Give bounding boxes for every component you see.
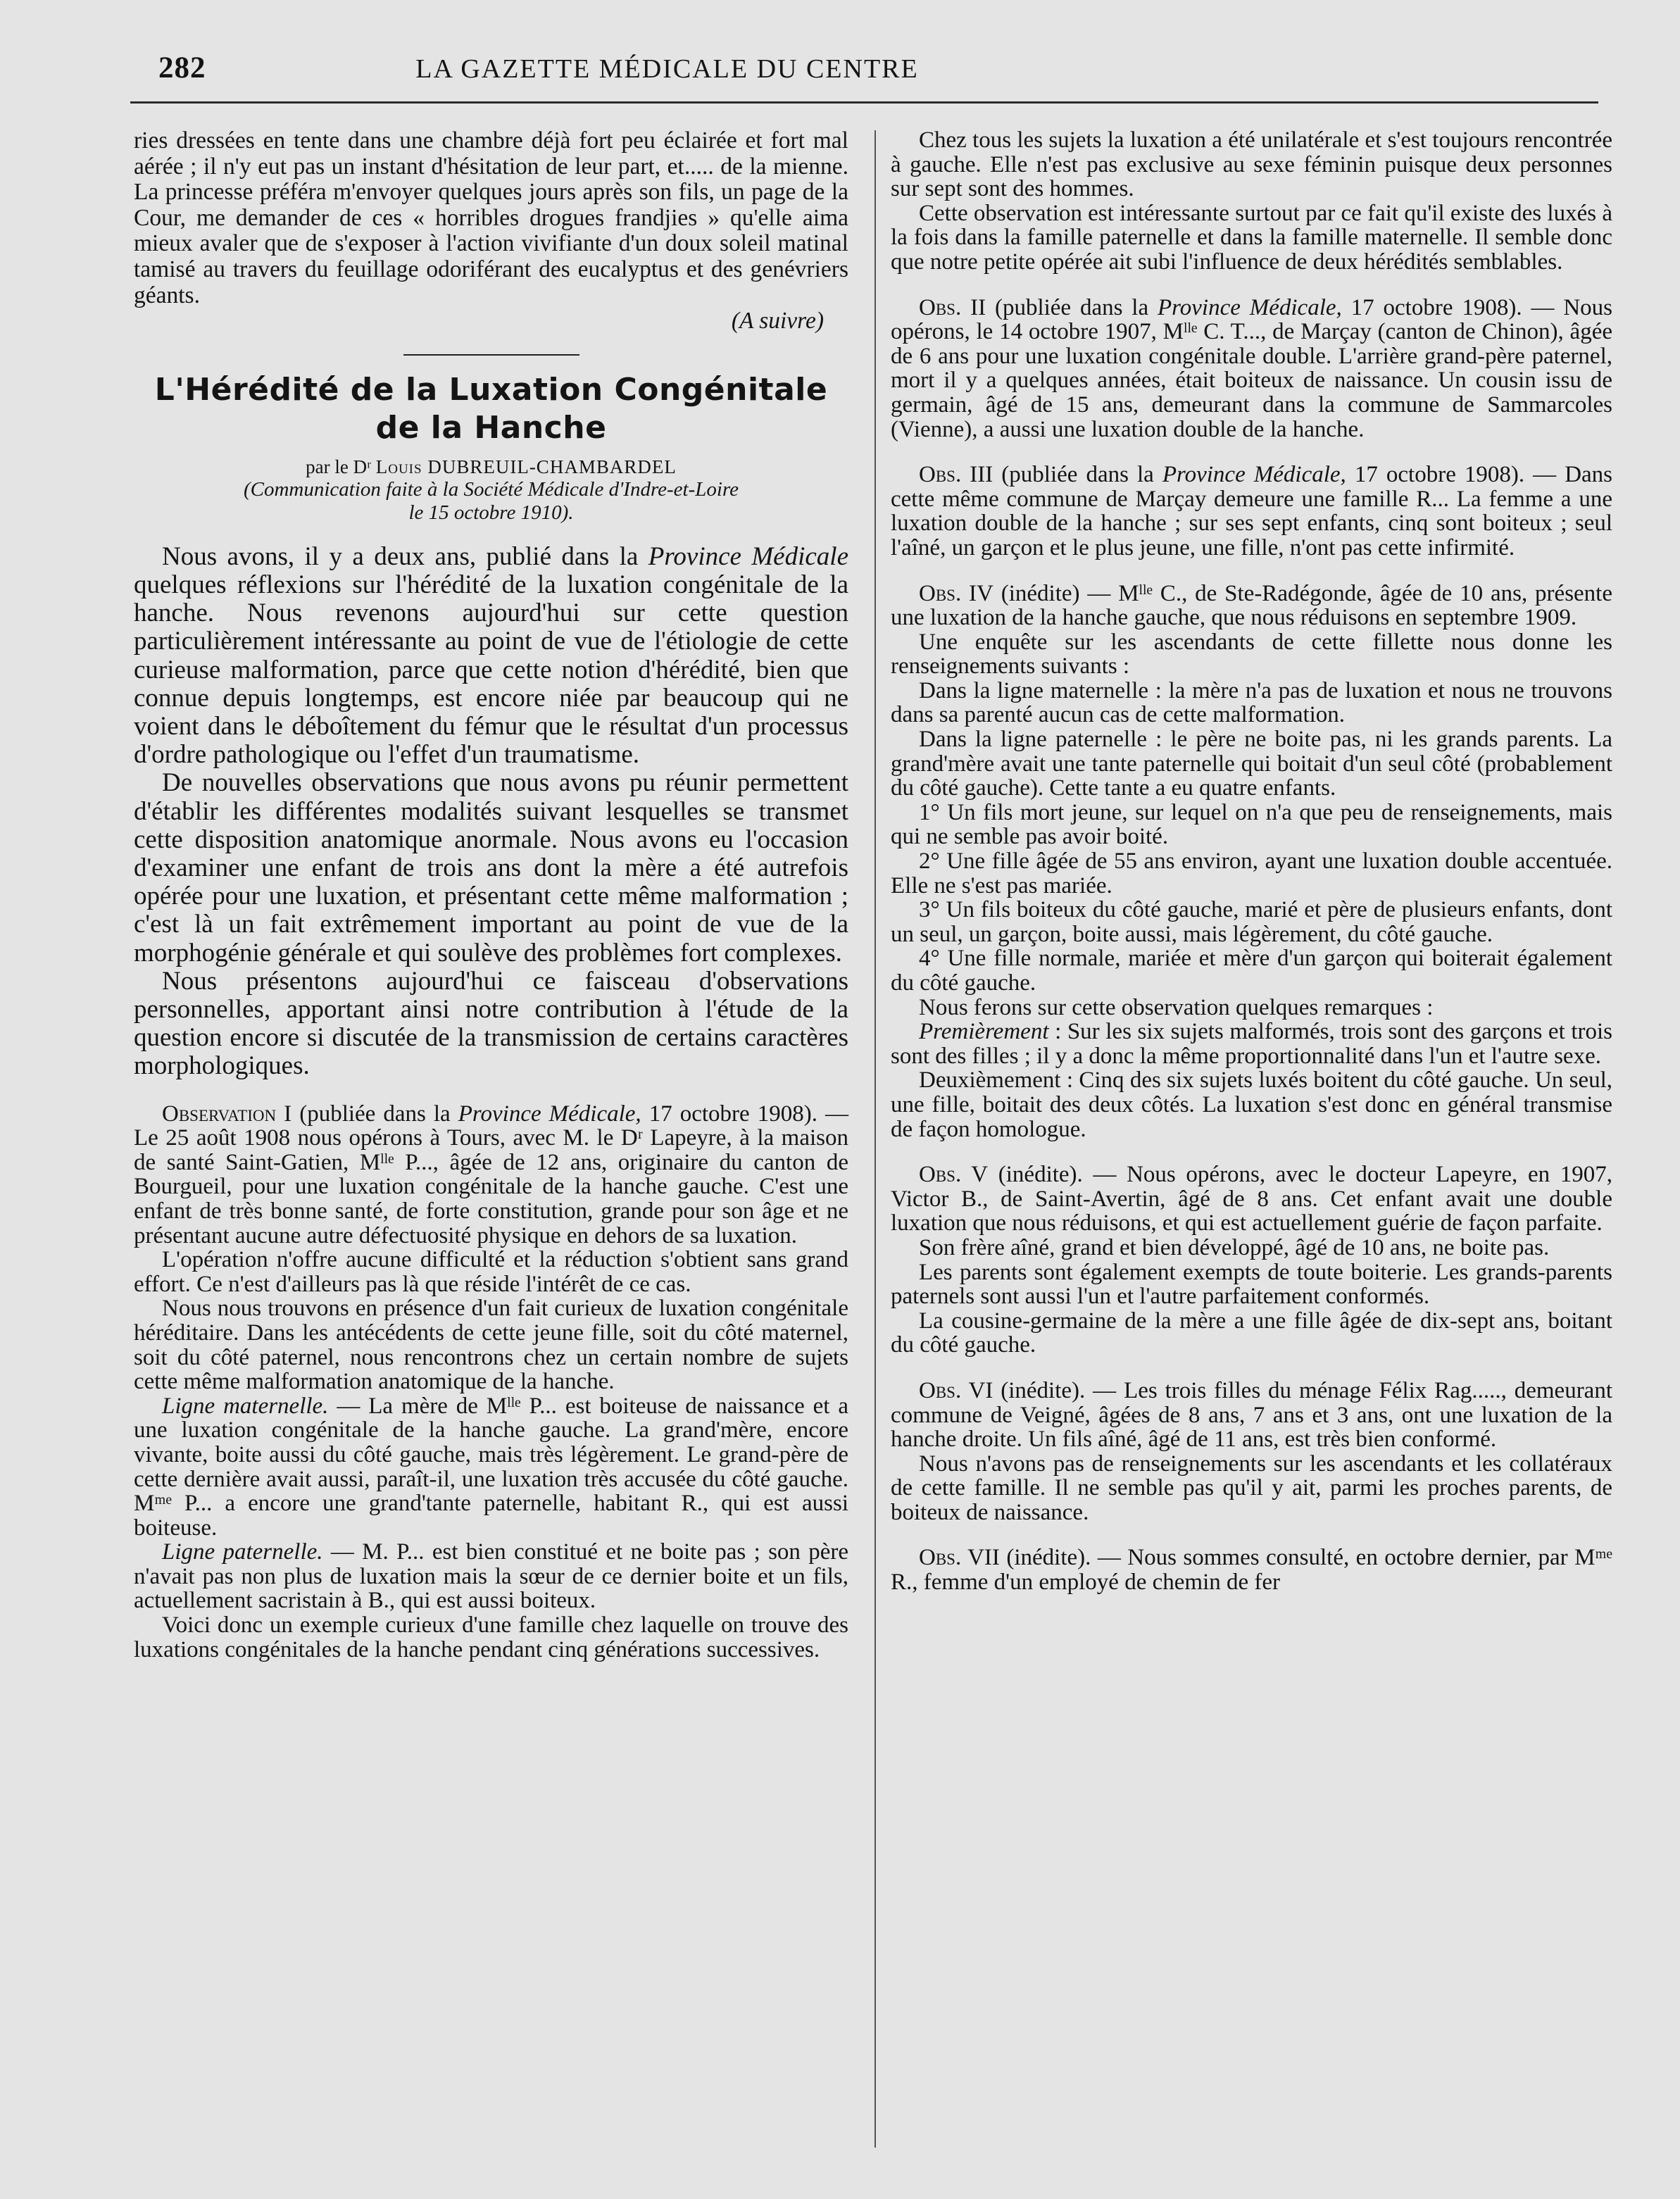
obs6-paragraph xyxy=(891,1379,1612,1452)
obs-label: Obs. III xyxy=(919,462,993,488)
introduction xyxy=(134,543,848,1081)
obs-text: (inédite). — Nous sommes consulté, en octobre dernier, par Mᵐᵉ R., femme d'un employé de chemin de fer xyxy=(891,1545,1612,1596)
obs4-paragraph: Une enquête sur les ascendants de cette fillette nous donne les renseignements suivants : xyxy=(891,629,1612,679)
observation-3 xyxy=(891,463,1612,560)
obs4-paragraph: Dans la ligne paternelle : le père ne boite pas, ni les grands parents. La grand'mère avait une tante paternelle qui boitait d'un seul côté (probablement du côté gauche). Cette tante a eu quatre enfants. xyxy=(891,727,1612,801)
obs6-paragraph: Nous n'avons pas de renseignements sur les ascendants et les collatéraux de cette famille. Il ne semble pas qu'il y ait, parmi les proches parents, de boiteux de naissance. xyxy=(891,1451,1612,1525)
obs-text: 17 octobre 1908). — Le 25 août 1908 nous opérons à Tours, avec M. le Dʳ Lapeyre, à la maison de santé Saint-Gatien, Mˡˡᵉ P..., âgée de 12 ans, originaire du canton de Bourgueil, pour une luxation congénitale de la hanche gauche. C'est une enfant de très bonne santé, de forte constitution, grande pour son âge et ne présentant aucune autre défectuosité physique en dehors de sa luxation. xyxy=(134,1101,848,1248)
obs-text: 17 octobre 1908). — Nous opérons, le 14 octobre 1907, Mˡˡᵉ C. T..., de Marçay (canton de Chinon), âgée de 6 ans pour une luxation congénitale double. L'arrière grand-père paternel, mort il y a quelques années, était boiteux de naissance. Un cousin issu de germain, âgé de 15 ans, demeurant dans la commune de Sammarcoles (Vienne), a aussi une luxation double de la hanche. xyxy=(891,294,1613,442)
article-title-line-1: L'Hérédité de la Luxation Congénitale xyxy=(154,371,828,408)
article-title xyxy=(134,371,848,447)
obs5-paragraph xyxy=(891,1163,1612,1236)
byline-prefix: par le Dʳ xyxy=(306,456,371,477)
obs4-item: 1° Un fils mort jeune, sur lequel on n'a que peu de renseignements, mais qui ne semble pas avoir boité. xyxy=(891,799,1612,850)
article-title-line-2: de la Hanche xyxy=(375,409,607,446)
obs-text: — M. P... est bien constitué et ne boite pas ; son père n'avait pas non plus de luxation mais la sœur de ce dernier boite et un fils, actuellement sacristain à B., qui est aussi boiteux. xyxy=(134,1539,849,1614)
obs5-paragraph: Les parents sont également exempts de toute boiterie. Les grands-parents paternels sont aussi l'un et l'autre parfaitement conformés. xyxy=(891,1259,1612,1310)
header-rule xyxy=(130,101,1598,104)
obs-text: (publiée dans la xyxy=(299,1101,451,1127)
obs4-paragraph xyxy=(891,582,1612,630)
obs1-conclusion: Voici donc un exemple curieux d'une famille chez laquelle on trouve des luxations congénitales de la hanche pendant cinq générations successives. xyxy=(134,1612,848,1662)
remark-label: Premièrement xyxy=(919,1019,1049,1045)
communication-note xyxy=(134,478,848,525)
continued-text: ries dressées en tente dans une chambre déjà fort peu éclairée et fort mal aérée ; il n'y eut pas un instant d'hésitation de leur part, et..... de la mienne. La princesse préféra m'envoyer quelques jours après son fils, un page de la Cour, me demander de ces « horribles drogues frandjies » qu'elle aima mieux avaler que de s'exposer à l'action vivifiante d'un doux soleil matinal tamisé au travers du feuillage odoriférant des eucalyptus et des genévriers géants. xyxy=(134,127,848,308)
paragraph: Chez tous les sujets la luxation a été unilatérale et s'est toujours rencontrée à gauche. Elle n'est pas exclusive au sexe féminin puisque deux personnes sur sept sont des hommes. xyxy=(891,127,1612,202)
observation-7 xyxy=(891,1546,1612,1594)
journal-reference: Province Médicale, xyxy=(458,1101,641,1127)
obs-label: Obs. V xyxy=(919,1162,989,1188)
journal-reference: Province Médicale, xyxy=(1162,462,1346,488)
observation-1 xyxy=(134,1102,848,1662)
communication-line-2: le 15 octobre 1910). xyxy=(408,501,574,524)
intro-text: quelques réflexions sur l'hérédité de la luxation congénitale de la hanche. Nous revenons aujourd'hui sur cette question particulièrement intéressante au point de vue de l'étiologie de cette curieuse malformation, parce que cette notion d'hérédité, bien que connue depuis longtemps, est encore niée par beaucoup qui ne voient dans le déboîtement du fémur que le résultat d'un processus d'ordre pathologique ou l'effet d'un traumatisme. xyxy=(134,570,848,770)
obs1-paragraph-2: L'opération n'offre aucune difficulté et la réduction s'obtient sans grand effort. Ce n'est d'ailleurs pas là que réside l'intérêt de ce cas. xyxy=(134,1247,848,1297)
column-divider xyxy=(875,130,876,2148)
obs-label: Obs. VII xyxy=(919,1545,1000,1571)
obs-text: (publiée dans la xyxy=(994,294,1149,320)
obs4-paragraph: Nous ferons sur cette observation quelques remarques : xyxy=(919,994,1434,1020)
obs-label: Obs. IV xyxy=(919,580,993,606)
obs-label: Obs. II xyxy=(919,294,986,320)
intro-paragraph-2: De nouvelles observations que nous avons pu réunir permettent d'établir les différentes modalités suivant lesquelles se transmet cette disposition anatomique anormale. Nous avons eu l'occasion d'examiner une enfant de trois ans dont la mère a été autrefois opérée pour une luxation, et présentant cette même malformation ; c'est là un fait extrêmement important au point de vue de la morphogénie générale et qui soulève des problèmes fort complexes. xyxy=(134,768,848,967)
intro-paragraph-1 xyxy=(134,543,848,770)
journal-reference: Province Médicale, xyxy=(1158,294,1342,320)
obs-label: Obs. VI xyxy=(919,1377,993,1403)
ligne-maternelle xyxy=(134,1394,848,1541)
page-header xyxy=(158,49,1176,92)
obs5-paragraph: Son frère aîné, grand et bien développé, âgé de 10 ans, ne boite pas. xyxy=(919,1234,1550,1260)
byline xyxy=(134,456,848,478)
page-number: 282 xyxy=(158,51,206,84)
intro-text: Nous avons, il y a deux ans, publié dans la xyxy=(162,541,639,571)
obs1-paragraph xyxy=(134,1102,848,1248)
journal-title: LA GAZETTE MÉDICALE DU CENTRE xyxy=(415,54,919,84)
ligne-label: Ligne maternelle. xyxy=(162,1393,329,1419)
paragraph: Cette observation est intéressante surtout par ce fait qu'il existe des luxés à la fois dans la famille paternelle et dans la famille maternelle. Il semble donc que notre petite opérée ait subi l'influence de deux hérédités semblables. xyxy=(891,200,1612,275)
communication-line-1: (Communication faite à la Société Médicale d'Indre-et-Loire xyxy=(243,477,739,501)
obs-text: : Sur les six sujets malformés, trois sont des garçons et trois sont des filles ; il y a donc la même proportionnalité dans l'un et l'autre sexe. xyxy=(891,1019,1613,1069)
obs-label: Observation I xyxy=(162,1101,292,1127)
obs-text: (inédite) — Mˡˡᵉ C., de Ste-Radégonde, âgée de 10 ans, présente une luxation de la hanche gauche, que nous réduisons en septembre 1909. xyxy=(891,580,1612,631)
obs-text: : Cinq des six sujets luxés boitent du côté gauche. Un seul, une fille, boitait des deux côtés. La luxation s'est donc en général transmise de façon homologue. xyxy=(891,1067,1613,1142)
intro-paragraph-3: Nous présentons aujourd'hui ce faisceau d'observations personnelles, apportant ainsi notre contribution à l'étude de la question encore si discutée de la transmission de certains caractères morphologiques. xyxy=(134,966,848,1081)
journal-reference: Province Médicale xyxy=(648,541,849,571)
obs-text: (inédite). — Nous opérons, avec le docteur Lapeyre, en 1907, Victor B., de Saint-Avertin, âgé de 8 ans. Cet enfant avait une double luxation que nous réduisons, et qui est actuellement guérie de façon parfaite. xyxy=(891,1162,1613,1236)
author-name: Louis DUBREUIL-CHAMBARDEL xyxy=(375,456,677,477)
left-column xyxy=(134,128,848,1662)
obs4-item: 3° Un fils boiteux du côté gauche, marié et père de plusieurs enfants, dont un seul, un garçon, boite aussi, mais légèrement, du côté gauche. xyxy=(891,897,1612,947)
obs-text: — La mère de Mˡˡᵉ P... est boiteuse de naissance et a une luxation congénitale de la hanche gauche. La grand'mère, encore vivante, boite aussi du côté gauche, mais très légèrement. Le grand-père de cette dernière avait aussi, paraît-il, une luxation très accusée du côté gauche. Mᵐᵉ P... a encore une grand'tante paternelle, habitant R., qui est aussi boiteuse. xyxy=(134,1393,848,1541)
obs4-item: 4° Une fille normale, mariée et mère d'un garçon qui boiterait également du côté gauche. xyxy=(891,946,1612,996)
a-suivre: (A suivre) xyxy=(731,308,824,334)
remark-label: Deuxièmement xyxy=(919,1067,1061,1094)
ligne-paternelle xyxy=(134,1540,848,1613)
obs-text: (inédite). — Les trois filles du ménage Félix Rag....., demeurant commune de Veigné, âgées de 8 ans, 7 ans et 3 ans, ont une luxation de la hanche droite. Un fils aîné, âgé de 11 ans, est très bien conformé. xyxy=(891,1377,1613,1453)
observation-6 xyxy=(891,1379,1612,1525)
obs-text: 17 octobre 1908). — Dans cette même commune de Marçay demeure une famille R... La femme a une luxation double de la hanche ; sur ses sept enfants, cinq sont boiteux ; seul l'aîné, un garçon et le plus jeune, une fille, n'ont pas cette infirmité. xyxy=(891,462,1613,560)
observation-5 xyxy=(891,1163,1612,1358)
obs1-paragraph-3: Nous nous trouvons en présence d'un fait curieux de luxation congénitale héréditaire. Dans les antécédents de cette jeune fille, soit du côté maternel, soit du côté paternel, nous rencontrons chez un certain nombre de sujets cette même malformation anatomique de la hanche. xyxy=(134,1296,848,1395)
obs4-remark-1 xyxy=(891,1020,1612,1068)
observation-2 xyxy=(891,296,1612,442)
obs5-paragraph: La cousine-germaine de la mère a une fille âgée de dix-sept ans, boitant du côté gauche. xyxy=(891,1308,1612,1358)
obs-text: (publiée dans la xyxy=(1001,462,1154,488)
obs4-paragraph: Dans la ligne maternelle : la mère n'a pas de luxation et nous ne trouvons dans sa parenté aucun cas de cette malformation. xyxy=(891,677,1612,728)
observation-4 xyxy=(891,582,1612,1142)
ligne-label: Ligne paternelle. xyxy=(162,1539,323,1565)
section-rule xyxy=(403,354,579,356)
obs4-item: 2° Une fille âgée de 55 ans environ, ayant une luxation double accentuée. Elle ne s'est pas mariée. xyxy=(891,848,1612,898)
obs4-remark-2 xyxy=(891,1068,1612,1141)
right-column xyxy=(891,128,1612,1595)
